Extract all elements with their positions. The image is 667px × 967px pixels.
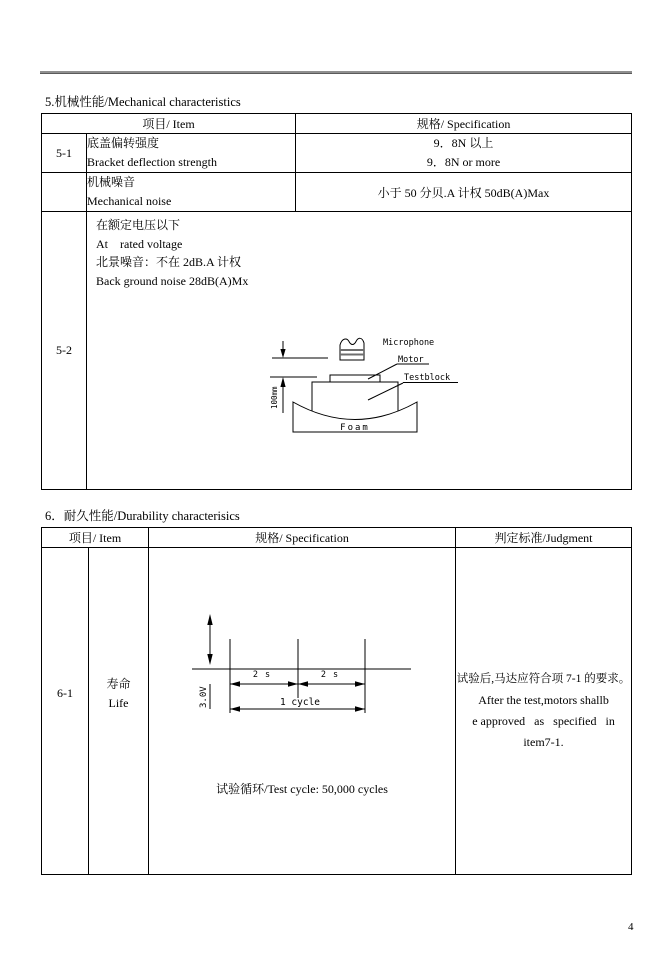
- item-text-cn: 机械噪音: [87, 175, 136, 189]
- table-header-row: [42, 528, 632, 548]
- pulse-waveform-diagram: [189, 609, 419, 719]
- noise-test-cell: [87, 212, 632, 490]
- motor-label: Motor: [398, 355, 424, 365]
- test-cycle-text: 试验循环/Test cycle: 50,000 cycles: [216, 782, 388, 796]
- table-row: [42, 212, 632, 490]
- microphone-label: Microphone: [383, 338, 435, 348]
- header-spec: 规格/ Specification: [149, 528, 456, 548]
- testblock-label: Testblock: [404, 373, 451, 383]
- microphone-test-diagram: [265, 330, 465, 440]
- durability-characteristics-table: [41, 527, 632, 875]
- judgment-line: e approved as specified in: [472, 714, 615, 728]
- table-row: [42, 548, 632, 875]
- judgment-line: 试验后,马达应符合项 7-1 的要求。: [456, 673, 631, 685]
- table-header-row: [42, 114, 632, 134]
- judgment-line: After the test,motors shallb: [478, 693, 609, 707]
- off-time-label: 2 s: [320, 670, 340, 680]
- cycle-label: 1 cycle: [279, 697, 321, 708]
- judgment-line: item7-1.: [523, 735, 564, 749]
- spec-cell: [296, 134, 632, 173]
- judgment-cell: [456, 548, 632, 875]
- text-line: Back ground noise 28dB(A)Mx: [96, 273, 249, 288]
- spec-text-en: 9．8N or more: [426, 155, 501, 169]
- section5-heading: 5.机械性能/Mechanical characteristics: [45, 95, 241, 109]
- item-text-en: Bracket deflection strength: [87, 155, 217, 169]
- height-dimension-label: 100mm: [270, 386, 279, 409]
- header-item: 项目/ Item: [42, 114, 296, 134]
- row-id: 6-1: [42, 548, 89, 875]
- page-number: 4: [628, 921, 634, 933]
- row-id-empty: [42, 173, 87, 212]
- testblock-shape: [312, 382, 398, 414]
- header-judgment: 判定标准/Judgment: [456, 528, 632, 548]
- text-line: At rated voltage: [96, 236, 183, 251]
- text-line: 在额定电压以下: [96, 218, 181, 232]
- motor-shape: [330, 375, 380, 382]
- foam-label: Foam: [340, 423, 370, 433]
- mechanical-characteristics-table: [41, 113, 632, 490]
- header-spec: 规格/ Specification: [296, 114, 632, 134]
- item-text-en: Life: [108, 695, 129, 710]
- item-cell: [87, 134, 296, 173]
- section6-heading: 6．耐久性能/Durability characterisics: [45, 509, 240, 523]
- text-line: 北景噪音：不在 2dB.A 计权: [96, 255, 242, 269]
- spec-cell: [149, 548, 456, 875]
- noise-test-text: [96, 216, 248, 290]
- voltage-label: 3.0V: [199, 686, 210, 708]
- item-cell: [87, 173, 296, 212]
- header-item: 项目/ Item: [42, 528, 149, 548]
- spec-cell: 小于 50 分贝.A 计权 50dB(A)Max: [296, 173, 632, 212]
- on-time-label: 2 s: [252, 670, 272, 680]
- row-id: 5-1: [42, 134, 87, 173]
- table-row: [42, 134, 632, 173]
- item-cell: [89, 548, 149, 875]
- table-row: [42, 173, 632, 212]
- item-text-en: Mechanical noise: [87, 194, 172, 208]
- item-text-cn: 底盖偏转强度: [87, 136, 160, 150]
- item-text-cn: 寿命: [106, 676, 131, 691]
- row-id: 5-2: [42, 212, 87, 490]
- spec-text-cn: 9．8N 以上: [433, 136, 494, 150]
- header-rule: [40, 71, 632, 74]
